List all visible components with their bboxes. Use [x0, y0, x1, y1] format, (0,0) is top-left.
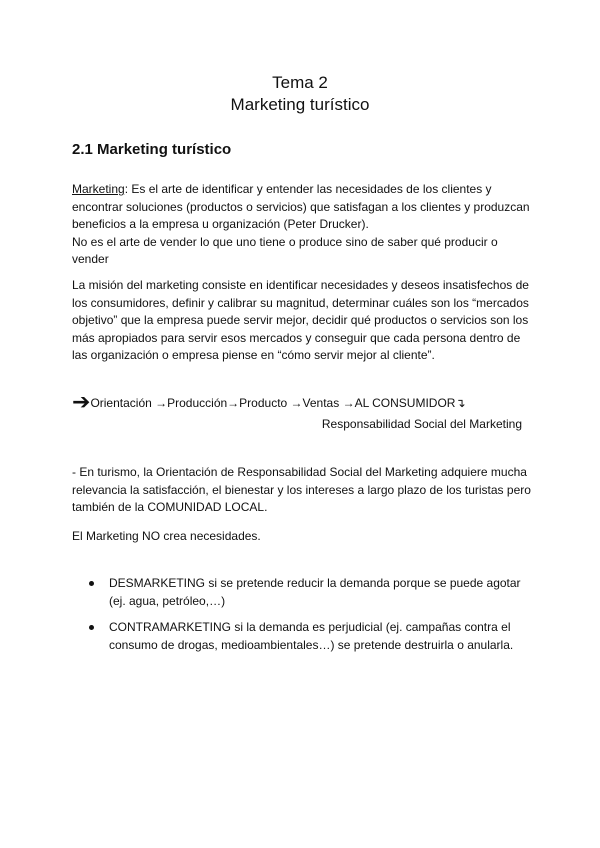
note-paragraph: El Marketing NO crea necesidades.	[72, 529, 261, 543]
list-item	[72, 575, 532, 610]
list-item	[72, 619, 532, 654]
mission-paragraph: La misión del marketing consiste en identificar necesidades y deseos insatisfechos de los consumidores, definir y calibrar su magnitud, determinar cuáles son los “mercados objetivo” que la empresa puede servir mejor, decidir qué productos o servicios son los más apropiados para servir esos mercados y conseguir que cada persona dentro de las organización o empresa piense en “cómo servir mejor al cliente”.	[72, 278, 529, 362]
definition-paragraph	[72, 181, 532, 269]
section-heading: 2.1 Marketing turístico	[72, 141, 232, 158]
tourism-paragraph: - En turismo, la Orientación de Responsabilidad Social del Marketing adquiere mucha relevancia la satisfacción, el bienestar y los intereses a largo plazo de los turistas pero también de la COMUNIDAD LOCAL.	[72, 465, 531, 514]
definition-text: : Es el arte de identificar y entender las necesidades de los clientes y encontrar soluciones (productos o servicios) que satisfagan a los clientes y produzcan beneficios a la empresa u organización (Peter Drucker).	[72, 182, 530, 231]
bullet-icon	[89, 625, 94, 630]
definition-term: Marketing	[72, 182, 125, 196]
definition-line-2: No es el arte de vender lo que uno tiene o produce sino de saber qué producir o vender	[72, 234, 498, 266]
title-line-2: Marketing turístico	[230, 95, 370, 114]
title-line-1: Tema 2	[272, 73, 328, 92]
arrow-right-icon: ➔	[72, 389, 91, 414]
list-item-text: CONTRAMARKETING si la demanda es perjudicial (ej. campañas contra el consumo de drogas, medioambientales…) se pretende destruirla o anularla.	[109, 620, 514, 652]
list-item-text: DESMARKETING si se pretende reducir la demanda porque se puede agotar (ej. agua, petróleo,…)	[109, 576, 521, 608]
marketing-flow	[72, 389, 532, 414]
document-title	[0, 72, 600, 116]
flow-sequence: Orientación →Producción→Producto →Ventas →AL CONSUMIDOR↴	[90, 396, 466, 410]
bullet-icon	[89, 581, 94, 586]
bullet-list	[72, 575, 532, 663]
flow-continuation: Responsabilidad Social del Marketing	[321, 417, 522, 431]
